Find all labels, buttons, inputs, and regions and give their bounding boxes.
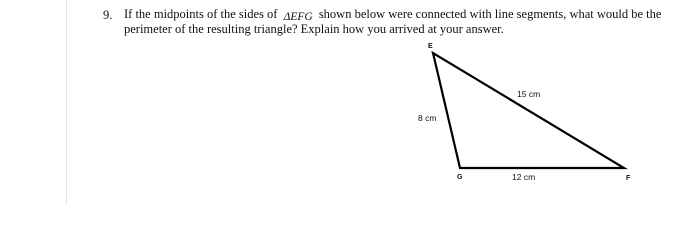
question-text-end: shown below were connected with line segments, what would be the perimeter of the resulting triangle? Explain how you arrived at your answer. (124, 7, 662, 36)
side-label-ef: 15 cm (517, 89, 541, 99)
triangle-name: ΔEFG (283, 11, 313, 23)
vertex-label-e: E (428, 43, 433, 50)
side-label-gf: 12 cm (512, 172, 536, 182)
question-text-start: If the midpoints of the sides of (124, 7, 278, 21)
vertex-label-g: G (457, 174, 463, 181)
question-number: 9. (103, 8, 113, 22)
vertex-label-f: F (626, 175, 631, 182)
side-label-eg: 8 cm (418, 113, 437, 123)
triangle-efg (433, 53, 624, 168)
